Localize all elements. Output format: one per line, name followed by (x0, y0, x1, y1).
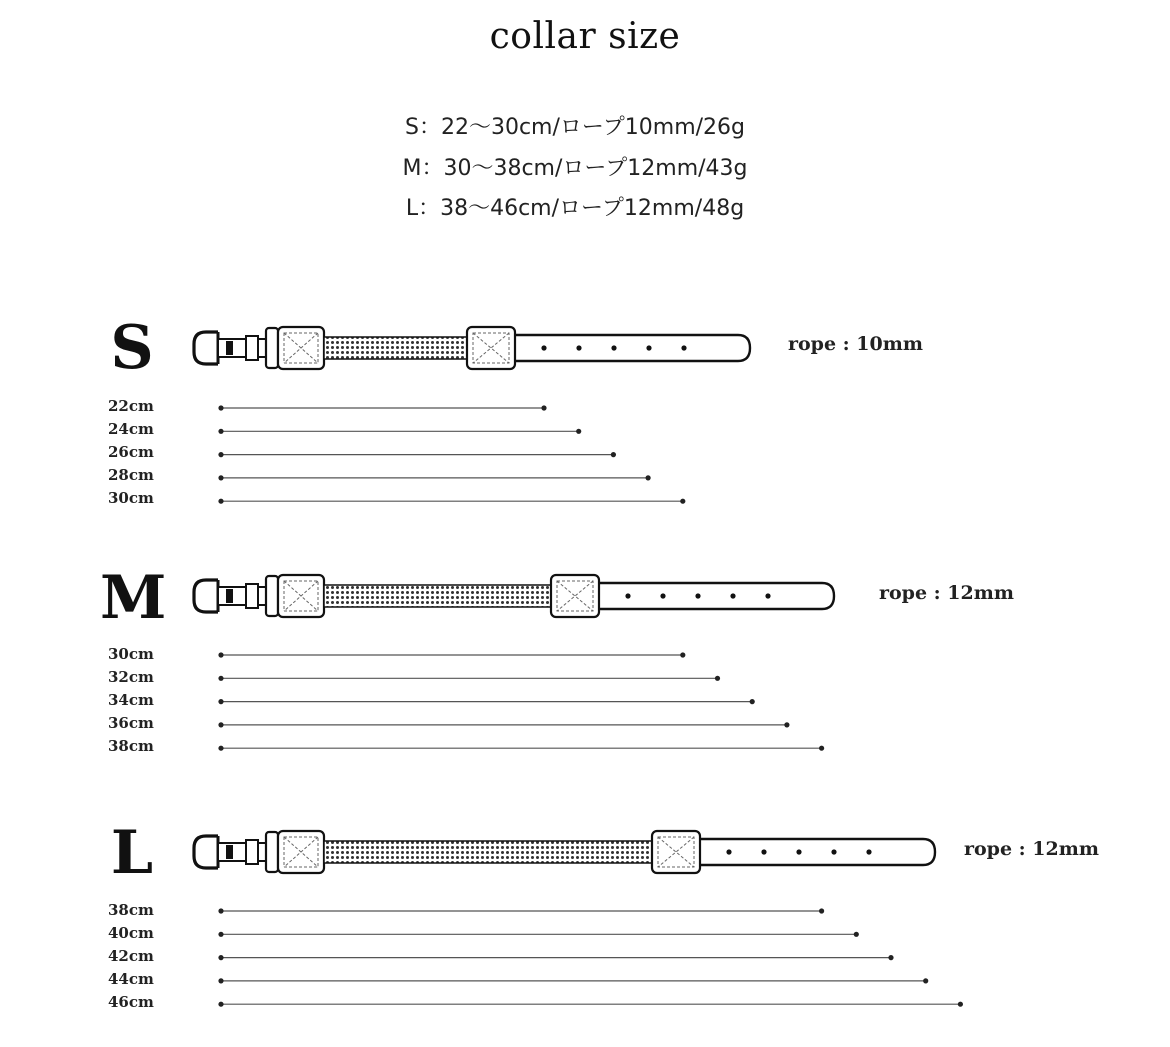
length-line-end (784, 722, 789, 727)
length-label: 24cm (108, 420, 154, 438)
spec-line-m: M：30〜38cm/ロープ12mm/43g (402, 155, 748, 181)
rope-label-m: rope : 12mm (879, 582, 1014, 604)
length-line-end (715, 676, 720, 681)
length-line-end (680, 499, 685, 504)
length-line-end (611, 452, 616, 457)
length-label: 28cm (108, 466, 154, 484)
length-line-end (923, 978, 928, 983)
length-label: 42cm (108, 947, 154, 965)
length-line-start (218, 429, 223, 434)
length-label: 30cm (108, 645, 154, 663)
length-label: 38cm (108, 901, 154, 919)
length-line-end (819, 908, 824, 913)
length-line-end (819, 746, 824, 751)
length-line-end (680, 652, 685, 657)
size-letter-l: L (110, 818, 154, 888)
length-line-start (218, 475, 223, 480)
length-label: 34cm (108, 691, 154, 709)
rope-label-s: rope : 10mm (788, 333, 923, 355)
page-title: collar size (489, 16, 681, 57)
length-line-start (218, 932, 223, 937)
size-letter-s: S (110, 313, 154, 383)
length-label: 40cm (108, 924, 154, 942)
length-line-start (218, 908, 223, 913)
spec-line-s: S：22〜30cm/ロープ10mm/26g (404, 115, 746, 140)
length-line-end (646, 475, 651, 480)
length-label: 46cm (108, 993, 154, 1011)
length-line-start (218, 499, 223, 504)
length-label: 38cm (108, 737, 154, 755)
length-line-end (958, 1002, 963, 1007)
length-line-start (218, 676, 223, 681)
length-line-end (888, 955, 893, 960)
length-line-end (576, 429, 581, 434)
length-label: 26cm (108, 443, 154, 461)
length-label: 30cm (108, 489, 154, 507)
length-line-start (218, 722, 223, 727)
rope-label-l: rope : 12mm (964, 838, 1099, 860)
length-line-start (218, 452, 223, 457)
length-label: 32cm (108, 668, 154, 686)
length-line-start (218, 652, 223, 657)
length-label: 44cm (108, 970, 154, 988)
length-line-end (750, 699, 755, 704)
length-line-start (218, 746, 223, 751)
length-line-start (218, 955, 223, 960)
spec-line-l: L：38〜46cm/ロープ12mm/48g (405, 196, 745, 221)
length-line-start (218, 699, 223, 704)
length-line-start (218, 978, 223, 983)
length-line-end (541, 405, 546, 410)
size-letter-m: M (100, 563, 167, 633)
length-label: 22cm (108, 397, 154, 415)
length-line-start (218, 1002, 223, 1007)
length-line-end (854, 932, 859, 937)
length-label: 36cm (108, 714, 154, 732)
length-line-start (218, 405, 223, 410)
